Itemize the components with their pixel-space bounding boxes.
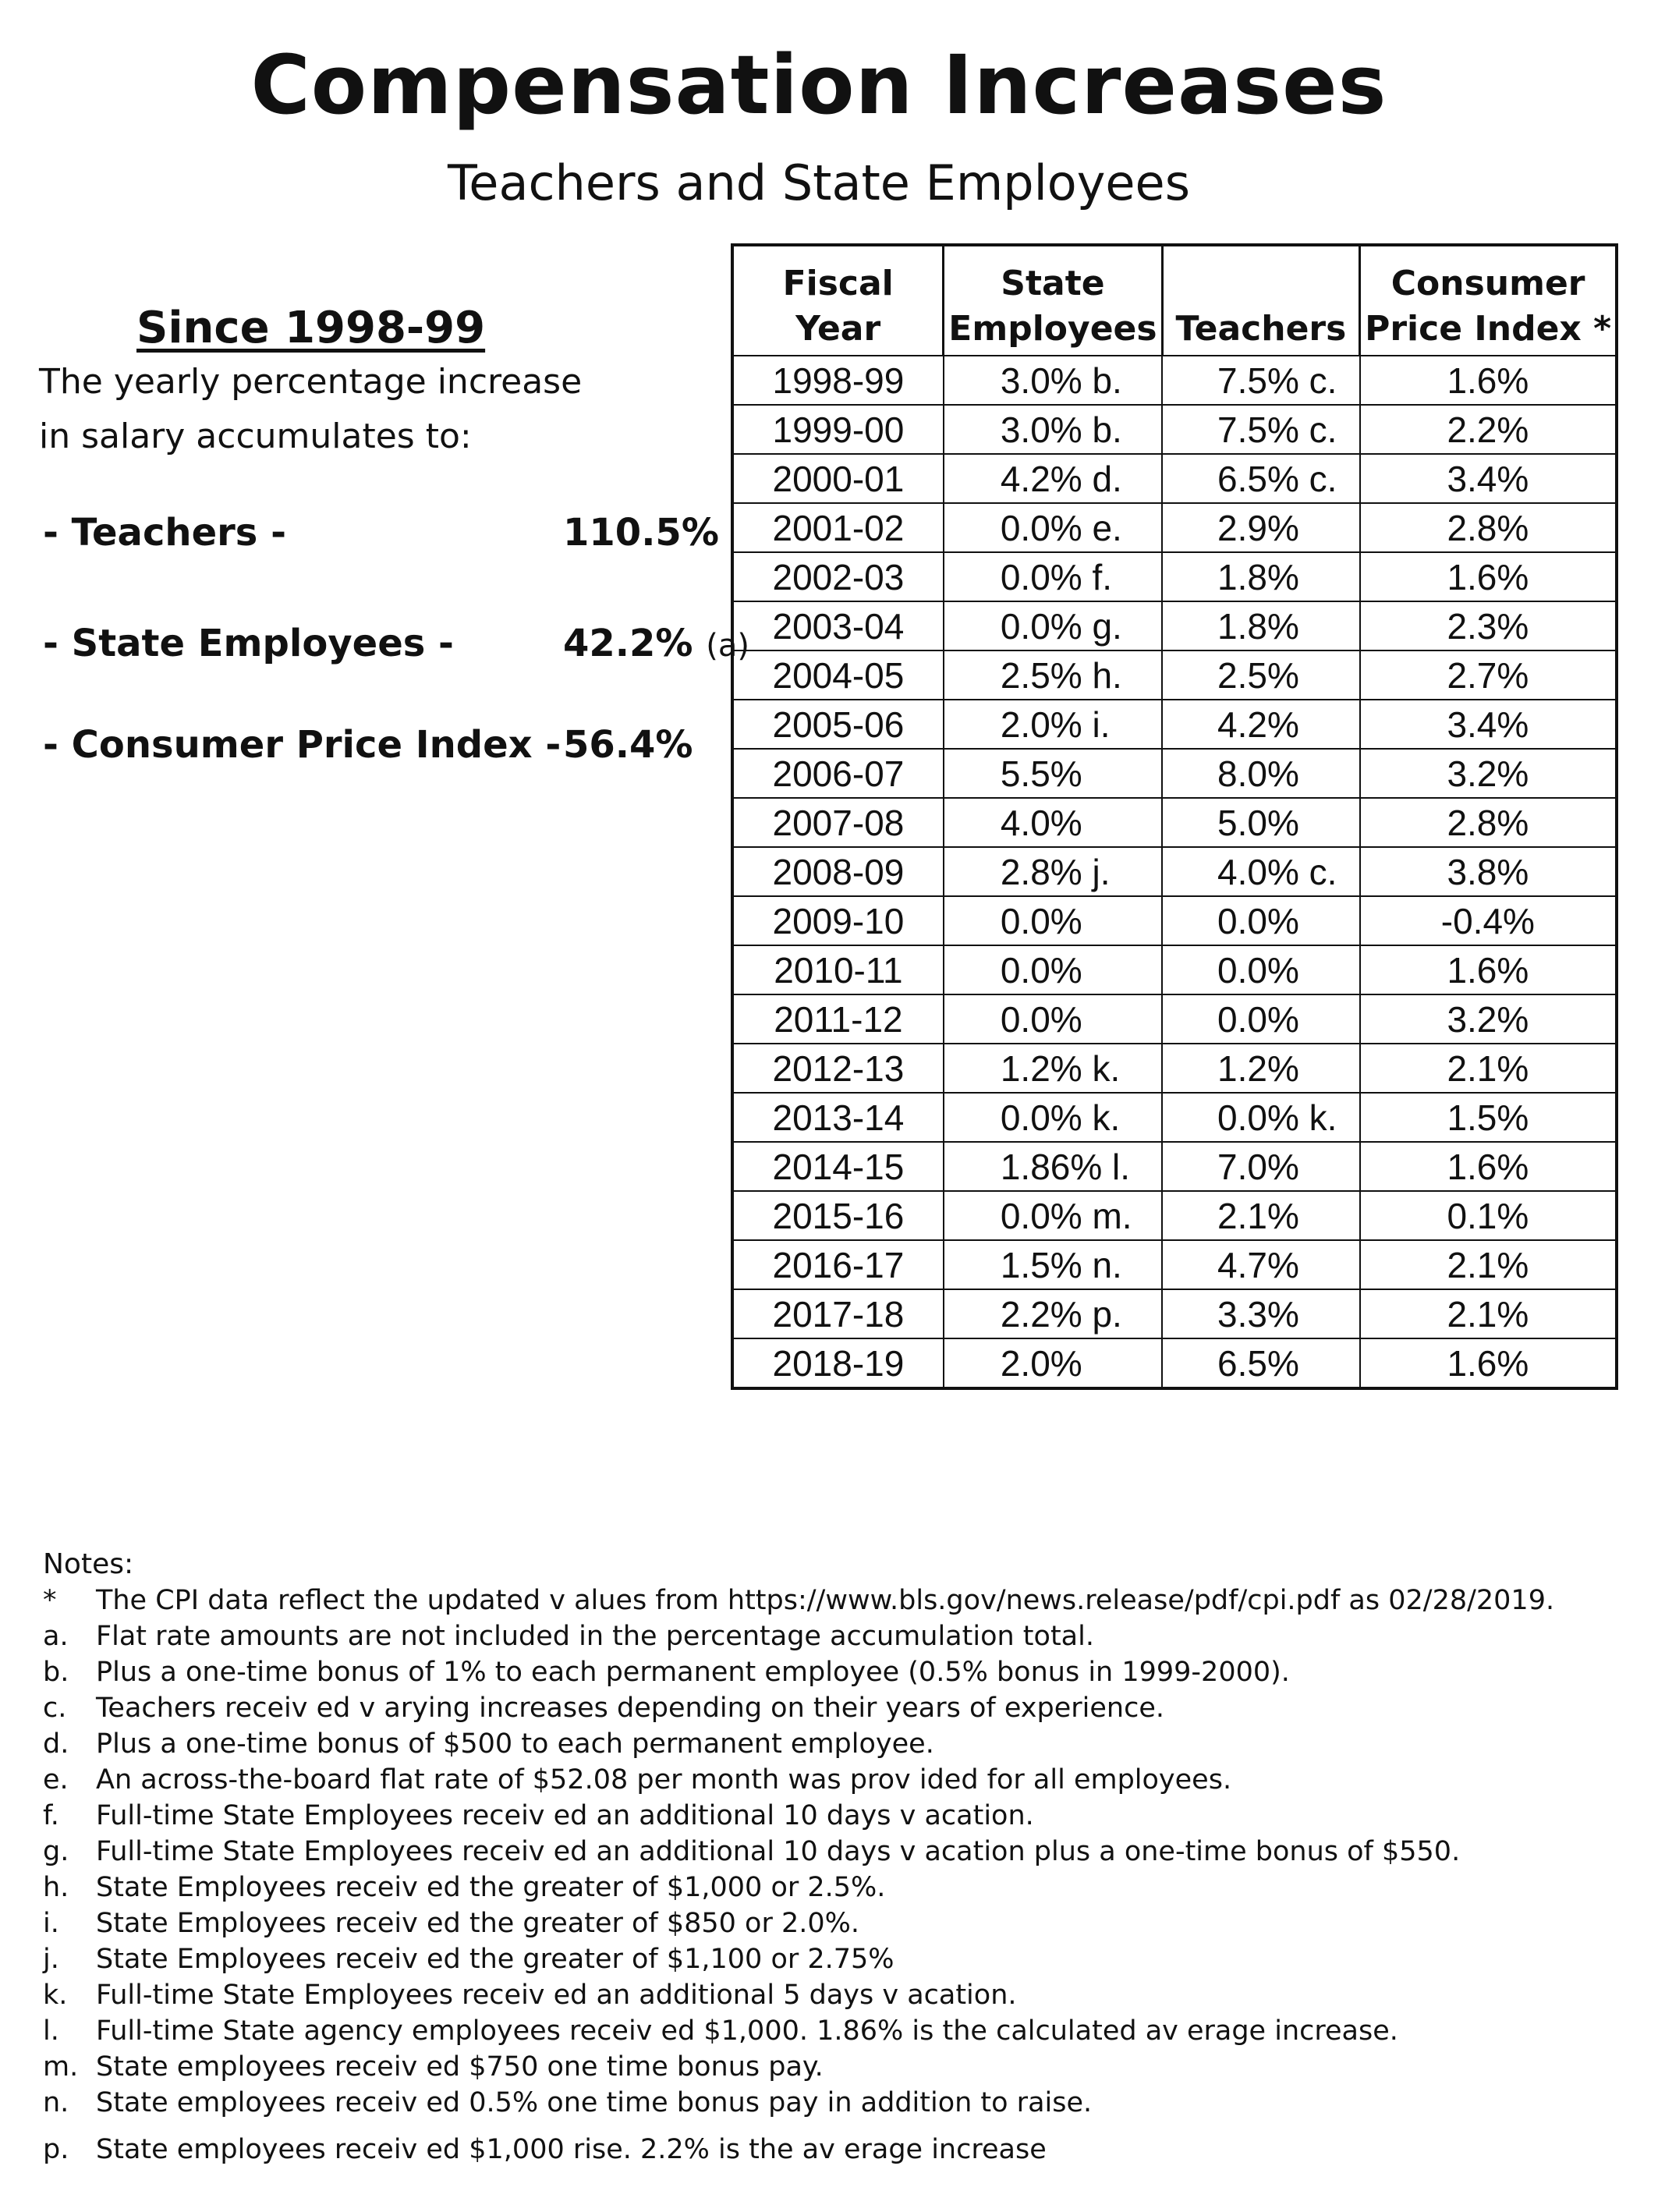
cell-fiscal-year: 1998-99: [732, 356, 944, 405]
note-key: p.: [43, 2134, 69, 2165]
cell-fiscal-year: 2005-06: [732, 700, 944, 749]
header-state-employees: [944, 245, 1162, 356]
note-text: Full-time State Employees receiv ed an additional 10 days v acation plus a one-time bonus of $550.: [96, 1836, 1461, 1867]
note-text: State employees receiv ed 0.5% one time bonus pay in addition to raise.: [96, 2087, 1093, 2118]
summary-value-text: 42.2%: [563, 622, 693, 665]
cell-cpi: 1.6%: [1360, 1338, 1617, 1388]
cell-fiscal-year: 2004-05: [732, 650, 944, 700]
table-row: [732, 945, 1617, 994]
cell-fiscal-year: 2014-15: [732, 1142, 944, 1191]
note-item: [43, 1872, 885, 1903]
note-item: [43, 1585, 1554, 1616]
cell-cpi: 2.2%: [1360, 405, 1617, 454]
cell-fiscal-year: 2015-16: [732, 1191, 944, 1240]
header-fiscal-year-text: Fiscal Year: [782, 264, 894, 349]
cell-cpi: 3.2%: [1360, 994, 1617, 1044]
note-key: k.: [43, 1980, 68, 2011]
header-fiscal-year: [732, 245, 944, 356]
cell-state-employees: 0.0% f.: [944, 552, 1162, 601]
summary-description-line-2: in salary accumulates to:: [39, 417, 472, 456]
notes-heading: Notes:: [43, 1548, 134, 1580]
cell-cpi: 2.1%: [1360, 1289, 1617, 1338]
cell-fiscal-year: 2008-09: [732, 847, 944, 896]
table-row: [732, 454, 1617, 503]
cell-cpi: 1.6%: [1360, 945, 1617, 994]
cell-teachers: 2.1%: [1162, 1191, 1360, 1240]
cell-cpi: 3.4%: [1360, 454, 1617, 503]
cell-state-employees: 4.2% d.: [944, 454, 1162, 503]
cell-teachers: 4.0% c.: [1162, 847, 1360, 896]
table-row: [732, 1191, 1617, 1240]
cell-cpi: 1.6%: [1360, 1142, 1617, 1191]
note-text: Flat rate amounts are not included in the percentage accumulation total.: [96, 1621, 1094, 1652]
table-row: [732, 847, 1617, 896]
cell-fiscal-year: 2002-03: [732, 552, 944, 601]
summary-value-note: (a): [706, 628, 749, 664]
table-row: [732, 405, 1617, 454]
cell-cpi: 2.1%: [1360, 1044, 1617, 1093]
note-item: [43, 1836, 1460, 1867]
note-item: [43, 1621, 1094, 1652]
cell-teachers: 0.0%: [1162, 994, 1360, 1044]
cell-teachers: 5.0%: [1162, 798, 1360, 847]
cell-teachers: 6.5%: [1162, 1338, 1360, 1388]
table-row: [732, 1093, 1617, 1142]
summary-value-state-employees: [563, 622, 749, 665]
cell-cpi: 2.3%: [1360, 601, 1617, 650]
cell-teachers: 7.5% c.: [1162, 405, 1360, 454]
note-key: *: [43, 1585, 57, 1616]
note-text: State Employees receiv ed the greater of $1,000 or 2.5%.: [96, 1872, 886, 1903]
cell-state-employees: 2.5% h.: [944, 650, 1162, 700]
table-row: [732, 1142, 1617, 1191]
table-row: [732, 896, 1617, 945]
cell-fiscal-year: 1999-00: [732, 405, 944, 454]
cell-teachers: 7.5% c.: [1162, 356, 1360, 405]
page-title: Compensation Increases: [250, 37, 1387, 133]
table-header-row: [732, 245, 1617, 356]
cell-state-employees: 1.86% l.: [944, 1142, 1162, 1191]
cell-teachers: 0.0%: [1162, 945, 1360, 994]
cell-cpi: 3.8%: [1360, 847, 1617, 896]
header-teachers: [1162, 245, 1360, 356]
cell-fiscal-year: 2009-10: [732, 896, 944, 945]
note-item: [43, 1657, 1290, 1688]
cell-teachers: 1.2%: [1162, 1044, 1360, 1093]
summary-label-teachers: - Teachers -: [43, 511, 286, 555]
cell-state-employees: 0.0% e.: [944, 503, 1162, 552]
cell-state-employees: 1.2% k.: [944, 1044, 1162, 1093]
note-item: [43, 2051, 824, 2083]
note-text: Plus a one-time bonus of $500 to each permanent employee.: [96, 1728, 934, 1760]
note-key: i.: [43, 1908, 59, 1939]
note-item: [43, 1728, 934, 1760]
cell-fiscal-year: 2006-07: [732, 749, 944, 798]
cell-cpi: 2.7%: [1360, 650, 1617, 700]
table-row: [732, 700, 1617, 749]
summary-heading: Since 1998-99: [136, 303, 486, 353]
table-row: [732, 503, 1617, 552]
note-key: f.: [43, 1800, 59, 1831]
cell-fiscal-year: 2012-13: [732, 1044, 944, 1093]
cell-state-employees: 3.0% b.: [944, 405, 1162, 454]
cell-teachers: 1.8%: [1162, 601, 1360, 650]
note-item: [43, 1800, 1034, 1831]
cell-teachers: 4.7%: [1162, 1240, 1360, 1289]
cell-state-employees: 2.2% p.: [944, 1289, 1162, 1338]
cell-teachers: 8.0%: [1162, 749, 1360, 798]
cell-fiscal-year: 2001-02: [732, 503, 944, 552]
cell-cpi: 3.2%: [1360, 749, 1617, 798]
cell-cpi: -0.4%: [1360, 896, 1617, 945]
cell-cpi: 2.8%: [1360, 503, 1617, 552]
cell-cpi: 1.6%: [1360, 356, 1617, 405]
cell-fiscal-year: 2007-08: [732, 798, 944, 847]
table-row: [732, 749, 1617, 798]
table-row: [732, 650, 1617, 700]
cell-state-employees: 0.0%: [944, 994, 1162, 1044]
note-item: [43, 1944, 894, 1975]
cell-fiscal-year: 2017-18: [732, 1289, 944, 1338]
note-key: a.: [43, 1621, 69, 1652]
note-text: An across-the-board flat rate of $52.08 per month was prov ided for all employees.: [96, 1764, 1232, 1795]
summary-label-state-employees: - State Employees -: [43, 622, 454, 665]
header-state-line-1: State: [1001, 264, 1105, 303]
cell-cpi: 1.5%: [1360, 1093, 1617, 1142]
cell-state-employees: 4.0%: [944, 798, 1162, 847]
cell-teachers: 3.3%: [1162, 1289, 1360, 1338]
note-text: State Employees receiv ed the greater of $1,100 or 2.75%: [96, 1944, 894, 1975]
note-item: [43, 2087, 1092, 2118]
cell-cpi: 1.6%: [1360, 552, 1617, 601]
summary-value-text: 110.5%: [563, 511, 719, 555]
note-text: Full-time State Employees receiv ed an additional 10 days v acation.: [96, 1800, 1034, 1831]
cell-fiscal-year: 2018-19: [732, 1338, 944, 1388]
table-row: [732, 356, 1617, 405]
cell-teachers: 0.0% k.: [1162, 1093, 1360, 1142]
cell-state-employees: 2.0% i.: [944, 700, 1162, 749]
compensation-table: [731, 243, 1618, 1390]
cell-state-employees: 0.0%: [944, 945, 1162, 994]
cell-cpi: 2.1%: [1360, 1240, 1617, 1289]
cell-fiscal-year: 2003-04: [732, 601, 944, 650]
header-cpi-line-1: Consumer: [1390, 264, 1585, 303]
note-key: l.: [43, 2015, 59, 2047]
cell-state-employees: 0.0% g.: [944, 601, 1162, 650]
cell-fiscal-year: 2011-12: [732, 994, 944, 1044]
cell-state-employees: 5.5%: [944, 749, 1162, 798]
cell-state-employees: 0.0% k.: [944, 1093, 1162, 1142]
table-row: [732, 601, 1617, 650]
note-item: [43, 2134, 1047, 2165]
note-text: Plus a one-time bonus of 1% to each permanent employee (0.5% bonus in 1999-2000).: [96, 1657, 1290, 1688]
cell-fiscal-year: 2010-11: [732, 945, 944, 994]
cell-cpi: 3.4%: [1360, 700, 1617, 749]
cell-teachers: 2.9%: [1162, 503, 1360, 552]
cell-state-employees: 0.0% m.: [944, 1191, 1162, 1240]
note-key: h.: [43, 1872, 69, 1903]
note-key: g.: [43, 1836, 69, 1867]
cell-state-employees: 0.0%: [944, 896, 1162, 945]
cell-state-employees: 1.5% n.: [944, 1240, 1162, 1289]
table-row: [732, 1289, 1617, 1338]
note-item: [43, 1908, 859, 1939]
cell-teachers: 0.0%: [1162, 896, 1360, 945]
summary-value-text: 56.4%: [563, 723, 693, 767]
cell-state-employees: 2.0%: [944, 1338, 1162, 1388]
note-key: n.: [43, 2087, 69, 2118]
summary-value-teachers: [563, 511, 719, 555]
cell-fiscal-year: 2013-14: [732, 1093, 944, 1142]
cell-teachers: 7.0%: [1162, 1142, 1360, 1191]
table-row: [732, 994, 1617, 1044]
note-key: j.: [43, 1944, 59, 1975]
cell-fiscal-year: 2000-01: [732, 454, 944, 503]
note-item: [43, 1980, 1017, 2011]
note-key: m.: [43, 2051, 79, 2083]
cell-cpi: 0.1%: [1360, 1191, 1617, 1240]
header-teachers-text: Teachers: [1175, 309, 1347, 349]
cell-teachers: 6.5% c.: [1162, 454, 1360, 503]
note-key: d.: [43, 1728, 69, 1760]
note-item: [43, 1764, 1231, 1795]
table-row: [732, 798, 1617, 847]
note-text: State employees receiv ed $750 one time bonus pay.: [96, 2051, 824, 2083]
note-key: e.: [43, 1764, 69, 1795]
summary-label-cpi: - Consumer Price Index -: [43, 723, 561, 767]
cell-teachers: 1.8%: [1162, 552, 1360, 601]
note-item: [43, 1693, 1164, 1724]
note-text: Teachers receiv ed v arying increases depending on their years of experience.: [96, 1693, 1164, 1724]
header-cpi-line-2: Price Index *: [1365, 309, 1612, 349]
note-text: The CPI data reflect the updated v alues from https://www.bls.gov/news.release/pdf/cpi.pdf as 02/28/2019.: [96, 1585, 1555, 1616]
table-row: [732, 552, 1617, 601]
note-key: b.: [43, 1657, 69, 1688]
table-row: [732, 1240, 1617, 1289]
cell-state-employees: 2.8% j.: [944, 847, 1162, 896]
summary-description-line-1: The yearly percentage increase: [39, 362, 583, 402]
cell-teachers: 4.2%: [1162, 700, 1360, 749]
table-row: [732, 1044, 1617, 1093]
note-text: State Employees receiv ed the greater of $850 or 2.0%.: [96, 1908, 860, 1939]
cell-fiscal-year: 2016-17: [732, 1240, 944, 1289]
cell-teachers: 2.5%: [1162, 650, 1360, 700]
note-text: State employees receiv ed $1,000 rise. 2.2% is the av erage increase: [96, 2134, 1047, 2165]
cell-state-employees: 3.0% b.: [944, 356, 1162, 405]
note-text: Full-time State agency employees receiv ed $1,000. 1.86% is the calculated av erage increase.: [96, 2015, 1398, 2047]
table-row: [732, 1338, 1617, 1388]
header-cpi: [1360, 245, 1617, 356]
note-text: Full-time State Employees receiv ed an additional 5 days v acation.: [96, 1980, 1017, 2011]
cell-cpi: 2.8%: [1360, 798, 1617, 847]
note-item: [43, 2015, 1398, 2047]
header-state-line-2: Employees: [948, 309, 1157, 349]
page-subtitle: Teachers and State Employees: [447, 154, 1191, 211]
note-key: c.: [43, 1693, 67, 1724]
summary-value-cpi: [563, 723, 693, 767]
